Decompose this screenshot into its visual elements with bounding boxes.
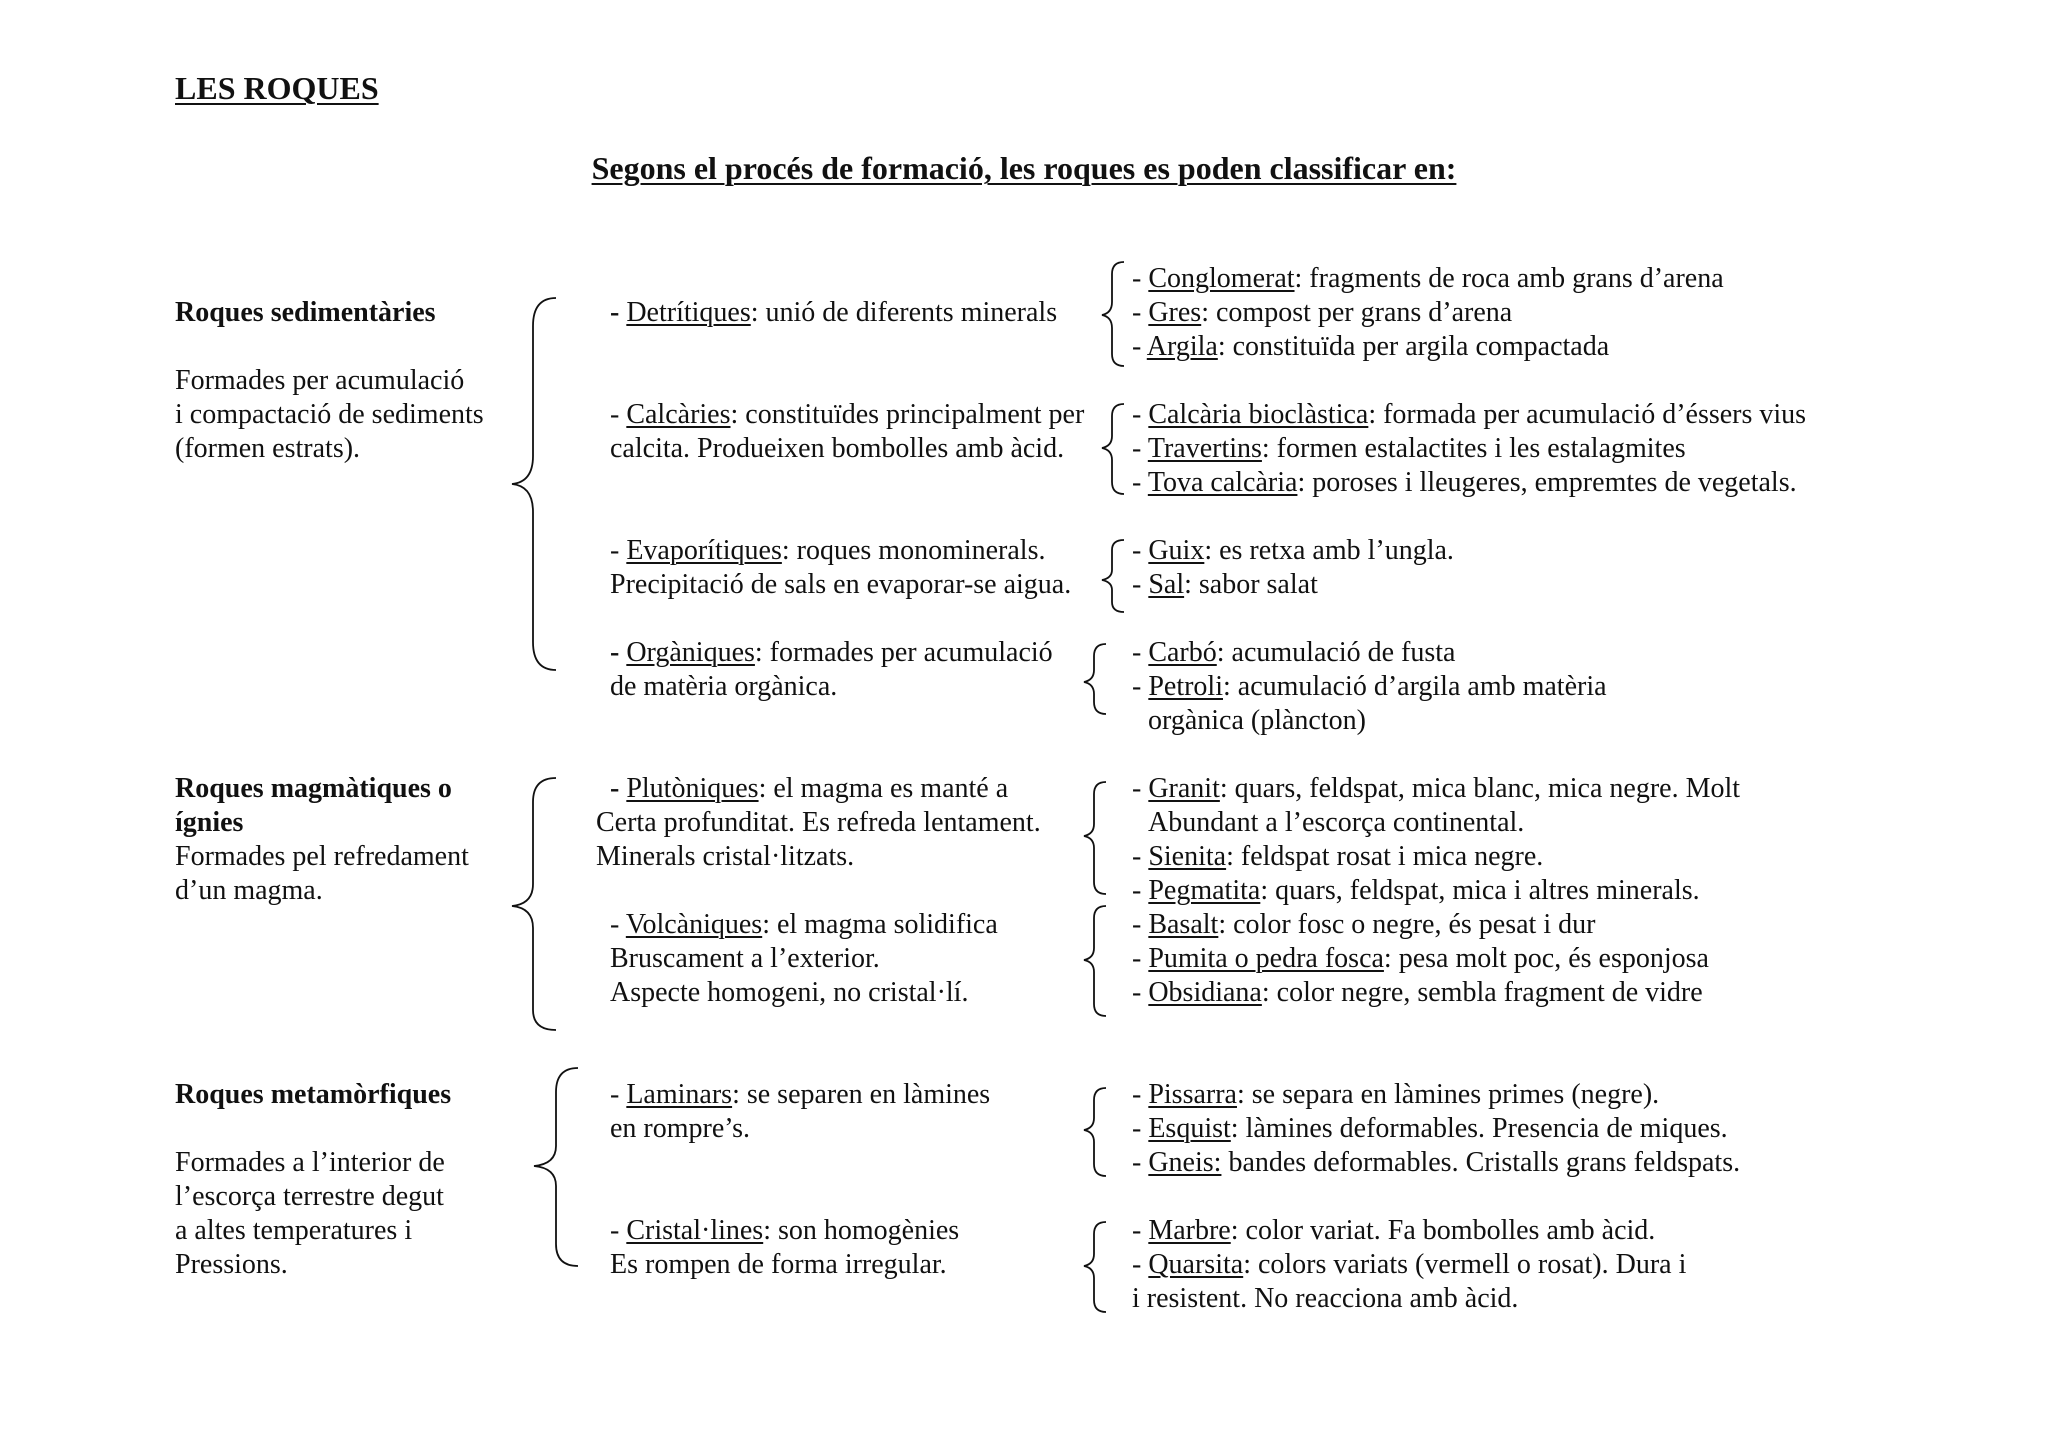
- subtype-line: Certa profunditat. Es refreda lentament.: [596, 807, 1041, 838]
- subtype-line-laminars: - Laminars: se separen en làmines: [610, 1079, 991, 1110]
- group-desc-line: i compactació de sediments: [175, 399, 484, 430]
- group-heading-magmatiques: Roques magmàtiques o: [175, 773, 452, 804]
- example-line-esquist: - Esquist: làmines deformables. Presencia de miques.: [1132, 1113, 1728, 1144]
- subtype-line: Minerals cristal·litzats.: [596, 841, 855, 872]
- example-line-gneis: - Gneis: bandes deformables. Cristalls grans feldspats.: [1132, 1147, 1741, 1178]
- subtype-line: Bruscament a l’exterior.: [610, 943, 880, 974]
- example-line-pissarra: - Pissarra: se separa en làmines primes (negre).: [1132, 1079, 1660, 1110]
- example-line-pegmatita: - Pegmatita: quars, feldspat, mica i altres minerals.: [1132, 875, 1700, 906]
- term-laminars: Laminars: [626, 1079, 733, 1110]
- subtype-line-volcaniques: - Volcàniques: el magma solidifica: [610, 909, 998, 940]
- brace-detritiques: [1102, 262, 1124, 366]
- example-line-quarsita: - Quarsita: colors variats (vermell o rosat). Dura i: [1132, 1249, 1687, 1280]
- brace-calcaries: [1102, 404, 1124, 494]
- brace-metamorfiques: [534, 1068, 578, 1266]
- subtype-line: de matèria orgànica.: [610, 671, 838, 702]
- example-line: i resistent. No reacciona amb àcid.: [1132, 1283, 1519, 1314]
- group-desc-line: Formades pel refredament: [175, 841, 469, 872]
- group-desc-line: (formen estrats).: [175, 433, 361, 464]
- subtype-line-plutoniques: - Plutòniques: el magma es manté a: [610, 773, 1009, 804]
- document-title: LES ROQUES: [175, 70, 379, 106]
- brace-laminars: [1084, 1088, 1106, 1176]
- term-cristallines: Cristal·lines: [626, 1215, 764, 1246]
- group-desc-line: Pressions.: [175, 1249, 288, 1280]
- document-subtitle: Segons el procés de formació, les roques es poden classificar en:: [591, 150, 1457, 186]
- example-line-petroli: - Petroli: acumulació d’argila amb matèria: [1132, 671, 1607, 702]
- subtype-line-evaporitiques: - Evaporítiques: roques monominerals.: [610, 535, 1046, 566]
- brace-organiques: [1084, 644, 1106, 714]
- example-line-tova-calcaria: - Tova calcària: poroses i lleugeres, empremtes de vegetals.: [1132, 467, 1797, 498]
- example-line-granit: - Granit: quars, feldspat, mica blanc, mica negre. Molt: [1132, 773, 1741, 804]
- brace-sedimentaries: [512, 298, 556, 670]
- group-heading-magmatiques-line2: ígnies: [175, 807, 244, 838]
- subtype-line-cristallines: - Cristal·lines: son homogènies: [610, 1215, 960, 1246]
- term-volcaniques: Volcàniques: [625, 909, 763, 940]
- term-organiques: Orgàniques: [626, 637, 755, 668]
- example-line-obsidiana: - Obsidiana: color negre, sembla fragment de vidre: [1132, 977, 1703, 1008]
- example-line-sienita: - Sienita: feldspat rosat i mica negre.: [1132, 841, 1544, 872]
- group-desc-line: d’un magma.: [175, 875, 323, 906]
- brace-magmatiques: [512, 778, 556, 1030]
- brace-evaporitiques: [1102, 540, 1124, 612]
- group-heading-metamorfiques: Roques metamòrfiques: [175, 1079, 452, 1110]
- subtype-line-organiques: - Orgàniques: formades per acumulació: [610, 637, 1053, 668]
- example-line-basalt: - Basalt: color fosc o negre, és pesat i dur: [1132, 909, 1596, 940]
- group-desc-line: Formades a l’interior de: [175, 1147, 445, 1178]
- term-calcaries: Calcàries: [626, 399, 731, 430]
- term-plutoniques: Plutòniques: [626, 773, 759, 804]
- subtype-line: Precipitació de sals en evaporar-se aigua.: [610, 569, 1072, 600]
- example-line-marbre: - Marbre: color variat. Fa bombolles amb àcid.: [1132, 1215, 1656, 1246]
- subtype-line: Es rompen de forma irregular.: [610, 1249, 947, 1280]
- group-heading-sedimentaries: Roques sedimentàries: [175, 297, 436, 328]
- brace-volcaniques: [1084, 906, 1106, 1016]
- example-line-argila: - Argila: constituïda per argila compactada: [1132, 331, 1610, 362]
- group-desc-line: a altes temperatures i: [175, 1215, 413, 1246]
- subtype-line: Aspecte homogeni, no cristal·lí.: [610, 977, 969, 1008]
- subtype-line-calcaries: - Calcàries: constituïdes principalment per: [610, 399, 1085, 430]
- example-line-calcaria-bioclastica: - Calcària bioclàstica: formada per acumulació d’éssers vius: [1132, 399, 1807, 430]
- example-line-gres: - Gres: compost per grans d’arena: [1132, 297, 1513, 328]
- subtype-line: en rompre’s.: [610, 1113, 750, 1144]
- group-desc-line: Formades per acumulació: [175, 365, 465, 396]
- example-line-guix: - Guix: es retxa amb l’ungla.: [1132, 535, 1454, 566]
- example-line-pumita: - Pumita o pedra fosca: pesa molt poc, és esponjosa: [1132, 943, 1709, 974]
- term-evaporitiques: Evaporítiques: [626, 535, 782, 566]
- brace-plutoniques: [1084, 782, 1106, 894]
- subtype-line-detritiques: - Detrítiques: unió de diferents minerals: [610, 297, 1058, 328]
- example-line: Abundant a l’escorça continental.: [1148, 807, 1525, 838]
- brace-cristallines: [1084, 1222, 1106, 1312]
- term-detritiques: Detrítiques: [626, 297, 751, 328]
- example-line-sal: - Sal: sabor salat: [1132, 569, 1318, 600]
- example-line-travertins: - Travertins: formen estalactites i les estalagmites: [1132, 433, 1686, 464]
- example-line-carbo: - Carbó: acumulació de fusta: [1132, 637, 1456, 668]
- group-desc-line: l’escorça terrestre degut: [175, 1181, 444, 1212]
- example-line: orgànica (plàncton): [1148, 705, 1366, 736]
- example-line-conglomerat: - Conglomerat: fragments de roca amb grans d’arena: [1132, 263, 1724, 294]
- subtype-line: calcita. Produeixen bombolles amb àcid.: [610, 433, 1065, 464]
